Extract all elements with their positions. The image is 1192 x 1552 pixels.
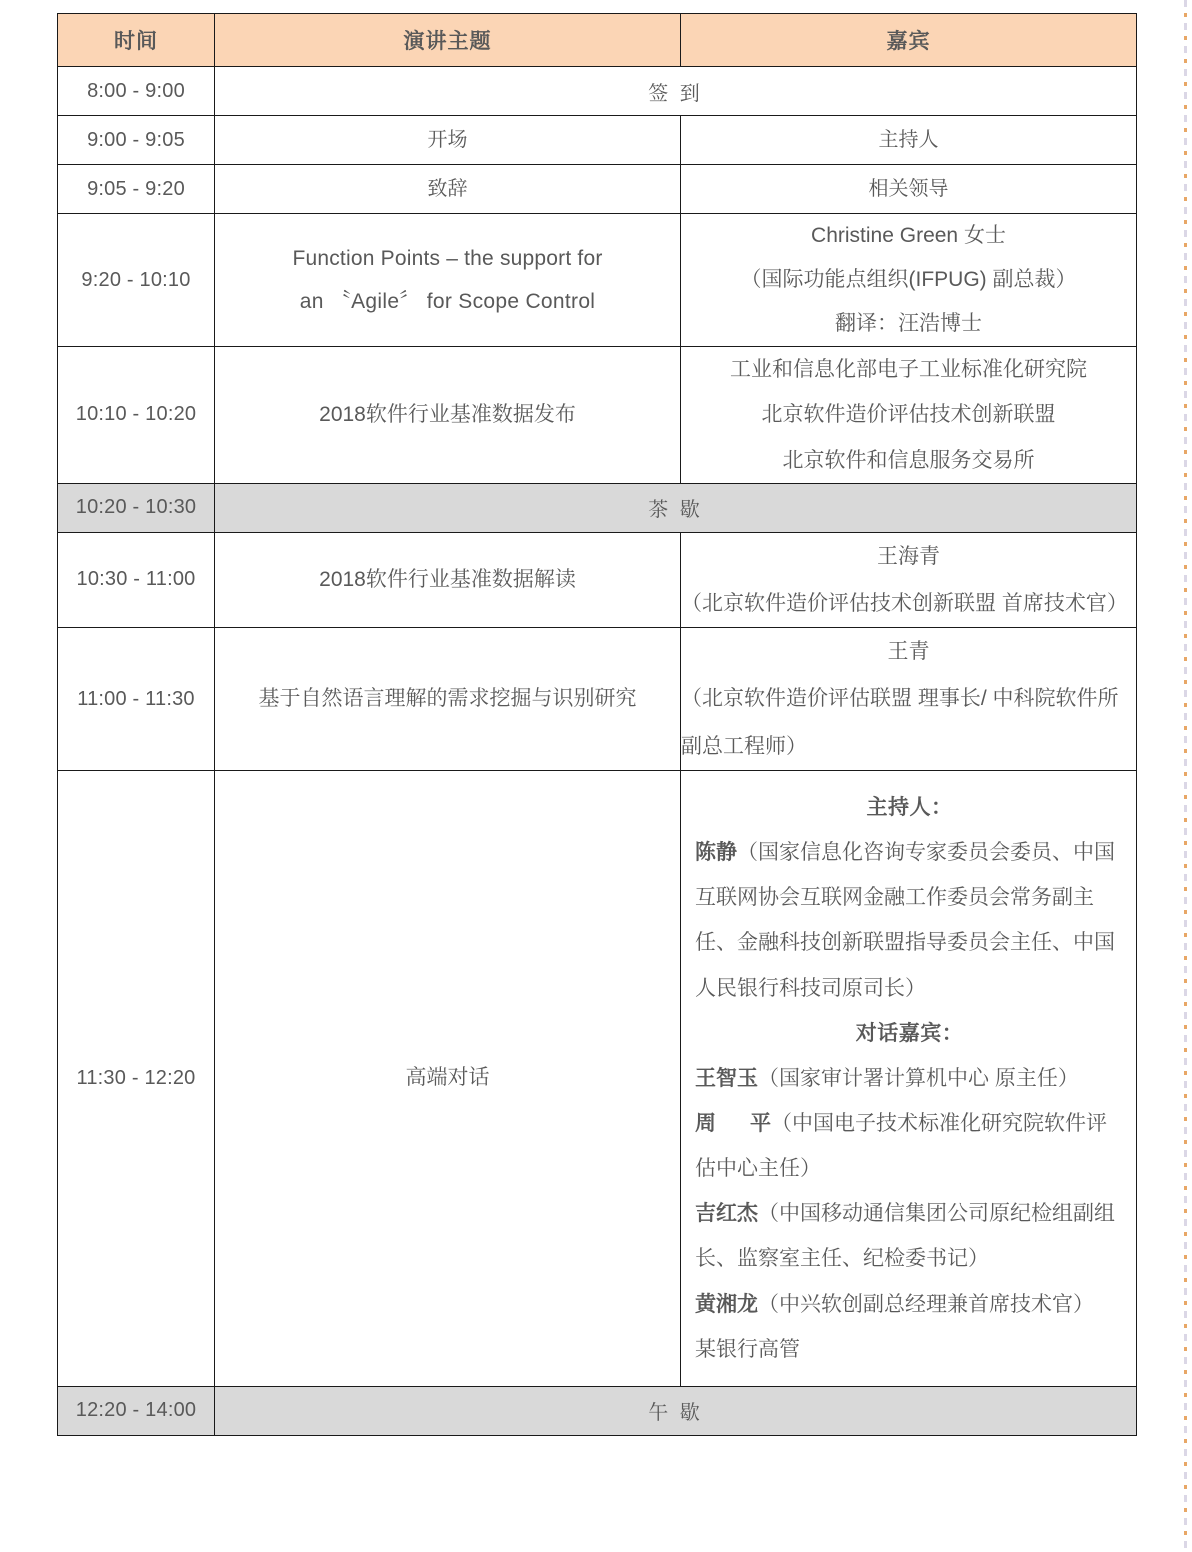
release-org-line-2: 北京软件造价评估技术创新联盟 [761,403,1056,427]
cell-topic-address: 致辞 [215,165,681,214]
interpretation-speaker-name: 王海青 [877,544,940,568]
cell-time-data-release: 10:10 - 10:20 [58,347,215,483]
table-row-data-release [58,347,1137,483]
cell-guest-data-interpretation [681,532,1137,628]
cell-topic-data-release: 2018软件行业基准数据发布 [215,347,681,483]
cell-guest-keynote [681,214,1137,347]
panelist-2-affiliation: （中国电子技术标准化研究院软件评估中心主任） [695,1111,1107,1181]
panelist-2-name-second: 平 [750,1111,771,1135]
panelist-3-name: 吉红杰 [695,1202,758,1226]
table-row-data-interpretation [58,532,1137,628]
cell-time-data-interpretation: 10:30 - 11:00 [58,532,215,628]
panelist-4-name: 黄湘龙 [695,1292,758,1316]
cell-guest-data-release [681,347,1137,483]
cell-time-opening: 9:00 - 9:05 [58,116,215,165]
keynote-speaker-affiliation: （国际功能点组织(IFPUG) 副总裁） [740,268,1077,292]
column-header-guest: 嘉宾 [681,14,1137,67]
panelist-1-name: 王智玉 [695,1066,758,1090]
table-row-address [58,165,1137,214]
cell-topic-high-level-dialogue: 高端对话 [215,770,681,1386]
cell-time-address: 9:05 - 9:20 [58,165,215,214]
dialogue-host-affiliation: （国家信息化咨询专家委员会委员、中国互联网协会互联网金融工作委员会常务副主任、金融科技创新联盟指导委员会主任、中国人民银行科技司原司长） [695,841,1115,1000]
cell-topic-nlp-research: 基于自然语言理解的需求挖掘与识别研究 [215,628,681,771]
interpretation-speaker-affiliation: （北京软件造价评估技术创新联盟 首席技术官） [681,591,1128,615]
table-row-lunch-break [58,1386,1137,1435]
keynote-interpreter: 翻译：汪浩博士 [835,312,982,336]
keynote-speaker-name: Christine Green 女士 [811,224,1006,247]
cell-guest-nlp-research [681,628,1137,771]
release-org-line-1: 工业和信息化部电子工业标准化研究院 [730,358,1087,382]
cell-time-high-level-dialogue: 11:30 - 12:20 [58,770,215,1386]
panelist-1-affiliation: （国家审计署计算机中心 原主任） [758,1066,1079,1090]
dialogue-extra-guest: 某银行高管 [695,1337,800,1361]
column-header-time: 时间 [58,14,215,67]
agenda-table-container [57,13,1136,1436]
column-header-topic: 演讲主题 [215,14,681,67]
cell-guest-address: 相关领导 [681,165,1137,214]
panelist-row-1 [695,1056,1124,1101]
panelist-4-affiliation: （中兴软创副总经理兼首席技术官） [758,1292,1094,1316]
panelist-2-name: 周 [695,1111,716,1135]
nlp-speaker-affiliation: （北京软件造价评估联盟 理事长/ 中科院软件所 副总工程师） [681,687,1119,758]
cell-time-lunch-break: 12:20 - 14:00 [58,1386,215,1435]
release-org-line-3: 北京软件和信息服务交易所 [782,448,1035,472]
cell-fullspan-signin: 签 到 [215,67,1137,116]
table-row-high-level-dialogue [58,770,1137,1386]
table-row-tea-break [58,483,1137,532]
table-header-row [58,14,1137,67]
cell-guest-high-level-dialogue [681,770,1137,1386]
cell-time-signin: 8:00 - 9:00 [58,67,215,116]
dialogue-host-name: 陈静 [695,841,737,865]
panelist-row-3 [695,1191,1124,1281]
cell-time-keynote: 9:20 - 10:10 [58,214,215,347]
cell-fullspan-lunch-break: 午 歇 [215,1386,1137,1435]
panelist-row-4 [695,1282,1124,1327]
table-row-keynote [58,214,1137,347]
table-row-opening [58,116,1137,165]
cell-topic-opening: 开场 [215,116,681,165]
dialogue-panel-section-title: 对话嘉宾： [855,1021,964,1045]
page-edge-decorative-rule [1184,0,1187,1552]
dialogue-host-section-title: 主持人： [866,795,953,819]
cell-guest-opening: 主持人 [681,116,1137,165]
panelist-row-2 [695,1112,1107,1180]
nlp-speaker-name: 王青 [887,640,930,664]
cell-time-tea-break: 10:20 - 10:30 [58,483,215,532]
cell-time-nlp-research: 11:00 - 11:30 [58,628,215,771]
cell-topic-keynote [215,214,681,347]
conference-agenda-table [57,13,1137,1436]
table-row-nlp-research [58,628,1137,771]
table-row-signin [58,67,1137,116]
keynote-title-line-2: an 〝Agile〞 for Scope Control [299,290,596,314]
keynote-title-line-1: Function Points – the support for [292,247,603,271]
cell-fullspan-tea-break: 茶 歇 [215,483,1137,532]
cell-topic-data-interpretation: 2018软件行业基准数据解读 [215,532,681,628]
panelist-3-affiliation: （中国移动通信集团公司原纪检组副组长、监察室主任、纪检委书记） [695,1202,1115,1271]
